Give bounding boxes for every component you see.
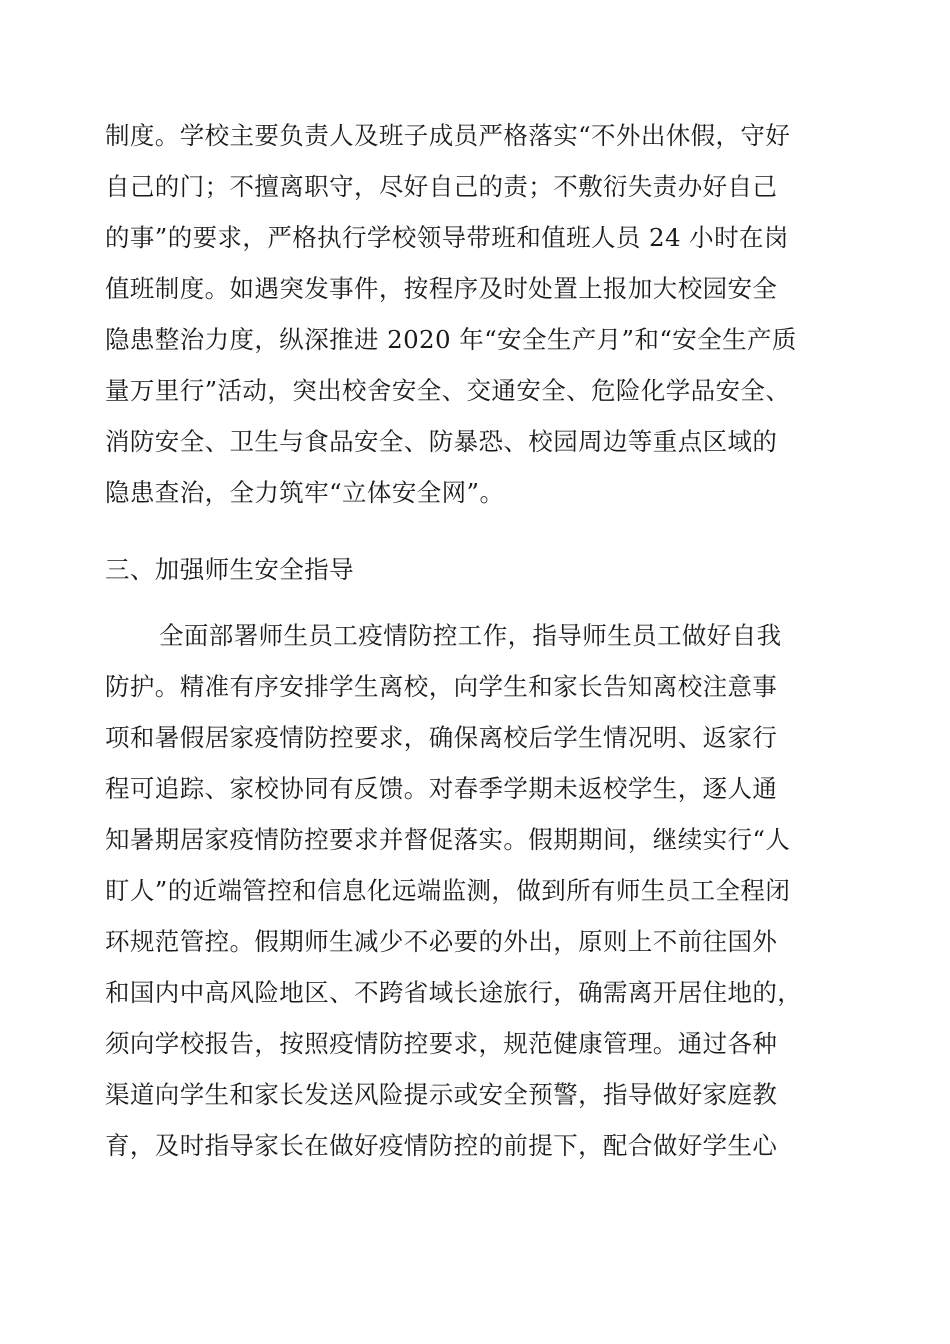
paragraph-line: 防护。精准有序安排学生离校，向学生和家长告知离校注意事	[105, 672, 778, 701]
paragraph-line: 消防安全、卫生与食品安全、防暴恐、校园周边等重点区域的	[105, 427, 778, 456]
paragraph-safety-guidance	[105, 610, 845, 1171]
paragraph-line: 盯人”的近端管控和信息化远端监测，做到所有师生员工全程闭	[105, 876, 791, 905]
paragraph-line: 程可追踪、家校协同有反馈。对春季学期未返校学生，逐人通	[105, 774, 778, 803]
paragraph-line: 制度。学校主要负责人及班子成员严格落实“不外出休假，守好	[105, 121, 791, 150]
section-heading: 三、加强师生安全指导	[105, 555, 354, 584]
paragraph-line: 的事”的要求，严格执行学校领导带班和值班人员 24 小时在岗	[105, 223, 789, 252]
paragraph-line-first: 全面部署师生员工疫情防控工作，指导师生员工做好自我	[159, 621, 782, 650]
paragraph-line: 和国内中高风险地区、不跨省域长途旅行，确需离开居住地的，	[105, 978, 803, 1007]
paragraph-safety-duty	[105, 110, 845, 518]
paragraph-line: 自己的门；不擅离职守，尽好自己的责；不敷衍失责办好自己	[105, 172, 778, 201]
paragraph-line: 项和暑假居家疫情防控要求，确保离校后学生情况明、返家行	[105, 723, 778, 752]
paragraph-line: 环规范管控。假期师生减少不必要的外出，原则上不前往国外	[105, 927, 778, 956]
paragraph-line: 量万里行”活动，突出校舍安全、交通安全、危险化学品安全、	[105, 376, 791, 405]
paragraph-line: 值班制度。如遇突发事件，按程序及时处置上报加大校园安全	[105, 274, 778, 303]
paragraph-line: 育，及时指导家长在做好疫情防控的前提下，配合做好学生心	[105, 1131, 778, 1160]
paragraph-line: 须向学校报告，按照疫情防控要求，规范健康管理。通过各种	[105, 1029, 778, 1058]
section-heading-block	[105, 544, 845, 595]
paragraph-line: 隐患整治力度，纵深推进 2020 年“安全生产月”和“安全生产质	[105, 325, 797, 354]
paragraph-line: 渠道向学生和家长发送风险提示或安全预警，指导做好家庭教	[105, 1080, 778, 1109]
paragraph-line: 隐患查治，全力筑牢“立体安全网”。	[105, 478, 505, 507]
paragraph-line: 知暑期居家疫情防控要求并督促落实。假期期间，继续实行“人	[105, 825, 791, 854]
